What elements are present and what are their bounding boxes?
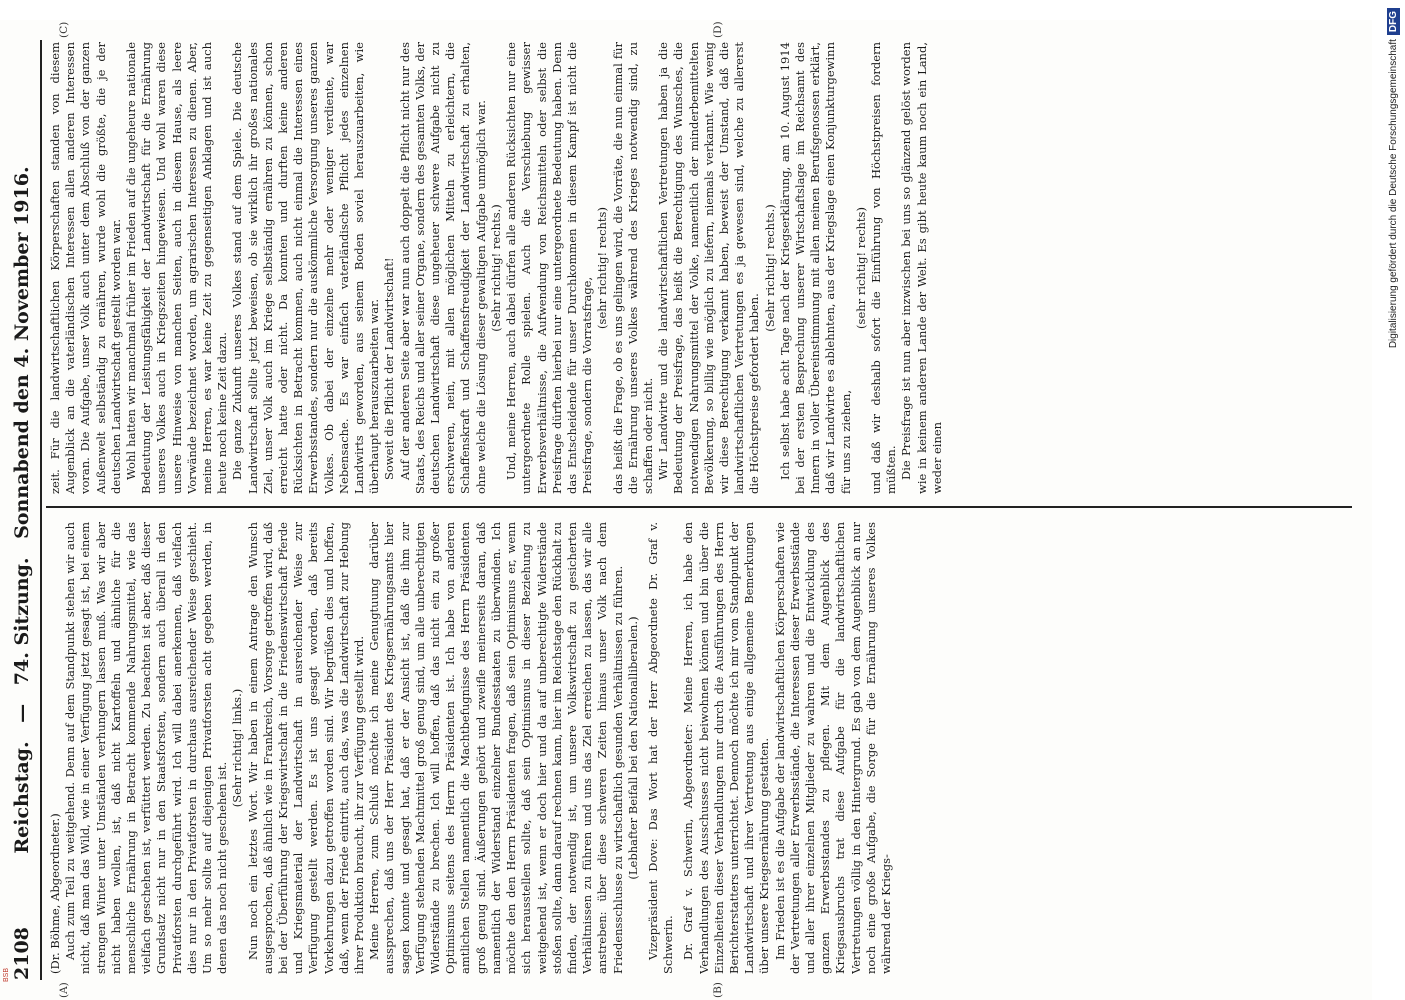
session-line xyxy=(8,40,36,980)
paragraph: Nun noch ein letztes Wort. Wir haben in einem Antrage den Wunsch ausgesprochen, daß ähnlich wie in Frankreich, Vorsorge getroffen wird, daß bei der Überführung der Kriegswirtschaft in die Friedenswirtschaft Pferde und Kriegsmaterial der Landwirtschaft in ausreichender Weise zur Verfügung gestellt werden. Es ist uns gesagt worden, daß bereits Vorkehrungen dazu getroffen worden sind. Wir begrüßen dies und hoffen, daß, wenn der Friede eintritt, auch das, was die Landwirtschaft zur Hebung ihrer Produktion braucht, ihr zur Verfügung gestellt wird. xyxy=(245,522,367,974)
paragraph: (sehr richtig! rechts) xyxy=(853,207,868,329)
margin-marker-a: (A) xyxy=(58,982,70,998)
margin-marker-c: (C) xyxy=(58,21,70,38)
paragraph: Und, meine Herren, auch dabei dürfen alle anderen Rücksichten nur eine untergeordnete Rolle spielen. Auch die Verschiebung gewisser Erwerbsverhältnisse, die Aufwendung von Reichsmitteln oder selbst die Preisfrage dürften hierbei nur eine untergeordnete Bedeutung haben. Denn das Entscheidende für unser Durchkommen in diesem Kampf ist nicht die Preisfrage, sondern die Vorratsfrage, xyxy=(504,42,595,494)
margin-marker-b: (B) xyxy=(712,982,724,998)
paragraph: (Dr. Böhme, Abgeordneter.) xyxy=(48,813,62,974)
paragraph: Im Frieden ist es die Aufgabe der landwirtschaftlichen Körperschaften wie der Vertretungen aller Erwerbsstände, die Interessen dieser Erwerbsstände und aller ihrer einzelnen Mitglieder zu wahren und die Entwicklung des ganzen Erwerbsstandes zu pflegen. Mit dem Augenblick des Kriegsausbruchs trat diese Aufgabe für die landwirtschaftlichen Vertretungen völlig in den Hintergrund. Es gab von dem Augenblick an nur noch eine große Aufgabe, die Sorge für die Ernährung unseres Volkes während der Kriegs- xyxy=(772,522,893,974)
page-number: 2108 xyxy=(11,927,33,980)
paragraph: Wir Landwirte und die landwirtschaftlichen Vertretungen haben ja die Bedeutung der Preisfrage, das heißt die Berechtigung des Wunsches, die notwendigen Nahrungsmittel der Volke, namentlich der minderbemittelten Bevölkerung, so billig wie möglich zu liefern, niemals verkannt. Wie wenig wir diese Berechtigung verkannt haben, beweist der Umstand, daß die landwirtschaftlichen Vertretungen es ja gewesen sind, welche zu allererst die Höchstpreise gefordert haben. xyxy=(656,42,762,494)
paragraph: Die Preisfrage ist nun aber inzwischen bei uns so glänzend gelöst worden wie in keinem anderen Lande der Welt. Es gibt heute kaum noch ein Land, weder einen xyxy=(899,42,944,494)
paragraph: Soweit die Pflicht der Landwirtschaft! xyxy=(382,257,397,480)
right-column xyxy=(48,42,1348,494)
paragraph: Dr. Graf v. Schwerin, Abgeordneter: Meine Herren, ich habe den Verhandlungen des Ausschusses nicht beiwohnen können und bin über die Einzelheiten dieser Verhandlungen nur durch die Ausführungen des Herrn Berichterstatters unterrichtet. Dennoch möchte ich mir vom Standpunkt der Landwirtschaft und ihrer Vertretung aus einige allgemeine Bemerkungen über unsere Kriegsernährung gestatten. xyxy=(681,522,772,974)
paragraph: Auf der anderen Seite aber war nun auch doppelt die Pflicht nicht nur des Staats, des Reichs und aller seiner Organe, sondern des gesamten Volks, der deutschen Landwirtschaft diese ungeheuer schwere Aufgabe nicht zu erschweren, nein, mit allen möglichen Mitteln zu erleichtern, die Schaffenskraft und Schaffensfreudigkeit der Landwirtschaft zu erhalten, ohne welche die Lösung dieser gewaltigen Aufgabe unmöglich war. xyxy=(397,42,488,494)
body-name: Reichstag. xyxy=(11,741,33,854)
header-rule xyxy=(40,40,42,980)
column-divider xyxy=(46,506,1352,508)
paragraph: Vizepräsident Dove: Das Wort hat der Herr Abgeordnete Dr. Graf v. Schwerin. xyxy=(645,522,676,974)
paragraph: Ich selbst habe acht Tage nach der Kriegserklärung, am 10. August 1914 bei der ersten Besprechung unserer Wirtschaftslage im Reichsamt des Innern in voller Übereinstimmung mit allen meinen Berufsgenossen erklärt, daß wir Landwirte es ablehnten, aus der Kriegslage einen Konjunkturgewinn für uns zu ziehen, xyxy=(777,42,853,494)
credit-text: Digitalisierung gefördert durch die Deutsche Forschungsgemeinschaft xyxy=(1388,39,1399,349)
header-dash: — xyxy=(11,703,33,723)
digitization-credit xyxy=(1383,0,1405,1000)
session-number: 74. Sitzung. xyxy=(11,557,33,686)
margin-marker-d: (D) xyxy=(712,21,724,38)
paragraph: zeit. Für die landwirtschaftlichen Körperschaften standen von diesem Augenblick an die vaterländischen Interessen allen anderen Interessen voran. Die Aufgabe, unser Volk auch unter dem Abschluß von der ganzen Außenwelt selbständig zu ernähren, wurde wohl die größte, die je der deutschen Landwirtschaft gestellt worden war. xyxy=(48,42,123,494)
paragraph: Meine Herren, zum Schluß möchte ich meine Genugtuung darüber aussprechen, daß uns der Herr Präsident des Kriegsernährungsamts hier sagen konnte und gesagt hat, daß er der Ansicht ist, daß die ihm zur Verfügung stehenden Machtmittel groß genug sind, um alle unberechtigten Widerstände zu brechen. Ich will hoffen, daß das nicht ein zu großer Optimismus seitens des Herrn Präsidenten ist. Ich habe von anderen amtlichen Stellen namentlich die Machtbefugnisse des Herrn Präsidenten groß genug sind. Äußerungen gehört und zweifle meinerseits daran, daß namentlich der Widerstand einzelner Bundesstaaten zu überwinden. Ich möchte den den Herrn Präsidenten fragen, daß sein Optimismus er, wenn sich herausstellen sollte, daß sein Optimismus in dieser Beziehung zu weitgehend ist, wenn er doch hier und da auf unberechtigte Widerstände stoßen sollte, dann darauf rechnen kann, hier im Reichstage den Rückhalt zu finden, der notwendig ist, um unsere Volkswirtschaft zu gesicherten Verhältnissen zu führen und uns das Ziel erreichen zu lassen, das wir alle anstreben: über diese schweren Zeiten hinaus unser Volk nach dem Friedensschlusse zu wirtschaftlich gesunden Verhältnissen zu führen. xyxy=(367,522,625,974)
document-page xyxy=(0,20,1372,1000)
paragraph: (Sehr richtig! rechts.) xyxy=(762,204,777,332)
paragraph: (Lebhafter Beifall bei den Nationalliberalen.) xyxy=(625,616,640,880)
session-date: Sonnabend den 4. November 1916. xyxy=(11,166,33,539)
library-mark: BSB xyxy=(3,968,10,983)
paragraph: (sehr richtig! rechts) xyxy=(595,207,610,329)
paragraph: (Sehr richtig! links.) xyxy=(230,688,245,808)
paragraph: (Sehr richtig! rechts.) xyxy=(488,204,503,332)
paragraph: und daß wir deshalb sofort die Einführung von Höchstpreisen fordern müßten. xyxy=(868,42,899,494)
paragraph: Auch zum Teil zu weitgehend. Denn auf dem Standpunkt stehen wir auch nicht, daß man das Wild, wie in einer Verfügung jetzt gesagt ist, bei einem strengen Winter unter Umständen verhungern lassen muß. Was wir aber nicht haben wollen, ist, daß nicht Kartoffeln und ähnliche für die menschliche Ernährung in Betracht kommende Nahrungsmittel, wie das vielfach geschehen ist, verfüttert werden. Zu beachten ist aber, daß dieser Grundsatz nicht nur in den Staatsforsten, sondern auch überall in den Privatforsten durchgeführt wird. Ich will dabei anerkennen, daß vielfach dies nur in den Privatforsten in durchaus ausreichender Weise geschieht. Um so mehr sollte auf diejenigen Privatforsten acht gegeben werden, in denen das noch nicht geschehen ist. xyxy=(63,522,230,974)
paragraph: das heißt die Frage, ob es uns gelingen wird, die Vorräte, die nun einmal für die Ernährung unseres Volkes während des Krieges notwendig sind, zu schaffen oder nicht. xyxy=(610,42,655,494)
dfg-logo: DFG xyxy=(1387,8,1400,35)
page-header xyxy=(8,40,36,980)
paragraph: Wohl hatten wir manchmal früher im Frieden auf die ungeheure nationale Bedeutung der Leistungsfähigkeit der Landwirtschaft für die Ernährung unseres Volkes auch in Kriegszeiten hingewiesen. Und wohl waren diese unsere Hinweise von manchen Seiten, auch in diesem Hause, als leere Vorwände bezeichnet worden, um agrarischen Interessen zu dienen. Aber, meine Herren, es war keine Zeit zu gegenseitigen Anklagen und ist auch heute noch keine Zeit dazu. xyxy=(124,42,230,494)
left-column xyxy=(48,522,1348,974)
paragraph: Die ganze Zukunft unseres Volkes stand auf dem Spiele. Die deutsche Landwirtschaft sollte jetzt beweisen, ob sie wirklich ihr großes nationales Ziel, unser Volk auch im Kriege selbständig ernähren zu können, schon erreicht hatte oder nicht. Da konnten und durften keine anderen Rücksichten in Betracht kommen, auch nicht einmal die Interessen eines Erwerbsstandes, sondern nur die auskömmliche Versorgung unseres ganzen Volkes. Ob dabei der einzelne mehr oder weniger verdiente, war Nebensache. Es war einfach vaterländische Pflicht jedes einzelnen Landwirts geworden, aus seinem Boden soviel herauszuarbeiten, wie überhaupt herauszuarbeiten war. xyxy=(230,42,382,494)
